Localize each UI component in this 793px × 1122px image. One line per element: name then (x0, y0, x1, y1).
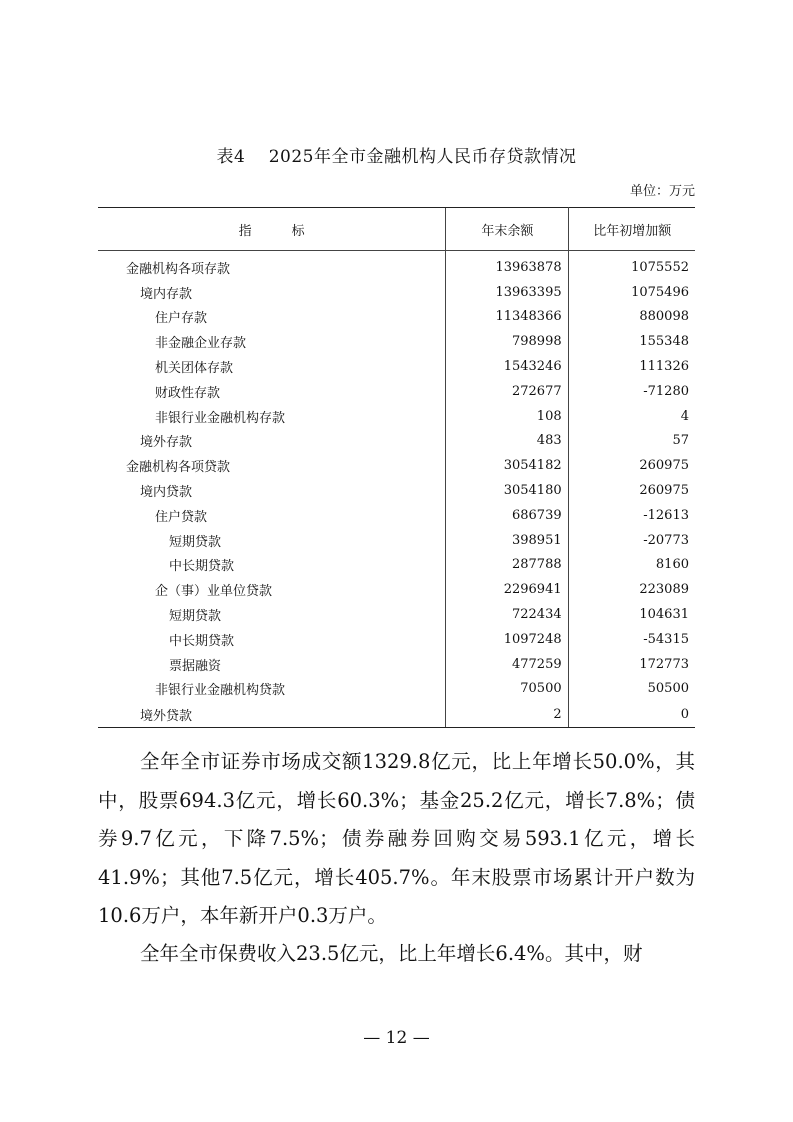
row-indicator-name: 非银行业金融机构贷款 (155, 683, 286, 699)
row-indicator-name: 境外贷款 (98, 701, 446, 728)
table-row (98, 701, 695, 728)
row-indicator-name: 企（事）业单位贷款 (155, 584, 273, 600)
table-row (98, 602, 695, 627)
row-indicator-name: 非金融企业存款 (155, 336, 247, 352)
row-year-end-balance: 398951 (446, 528, 568, 553)
insurance-paragraph: 全年全市保费收入23.5亿元，比上年增长6.4%。其中，财 (140, 942, 643, 965)
row-year-end-balance: 1543246 (446, 354, 568, 379)
row-indicator-name: 机关团体存款 (155, 361, 234, 377)
table-row (98, 503, 695, 528)
table-row (98, 305, 695, 330)
row-indicator-name: 中长期贷款 (169, 633, 235, 649)
row-increase-amount: 260975 (639, 458, 689, 474)
row-increase-amount: 223089 (639, 582, 689, 598)
table-row (98, 251, 695, 280)
row-indicator-name: 财政性存款 (155, 385, 221, 401)
row-year-end-balance: 483 (446, 429, 568, 454)
table-row (98, 677, 695, 702)
table-title: 表4 2025年全市金融机构人民币存贷款情况 (216, 147, 577, 167)
row-increase-amount: 4 (680, 408, 689, 424)
row-indicator-name: 短期贷款 (169, 534, 222, 550)
page-number: — 12 — (363, 1028, 430, 1048)
row-indicator-name: 金融机构各项存款 (126, 261, 231, 277)
row-increase-amount: -54315 (643, 631, 689, 647)
deposit-loan-table (98, 207, 695, 728)
row-year-end-balance: 287788 (446, 553, 568, 578)
row-year-end-balance: 722434 (446, 602, 568, 627)
row-year-end-balance: 477259 (446, 652, 568, 677)
row-indicator-name: 境内贷款 (140, 485, 193, 501)
row-year-end-balance: 13963878 (446, 251, 568, 280)
table-row (98, 404, 695, 429)
row-indicator-name: 住户存款 (155, 311, 208, 327)
row-increase-amount: -20773 (643, 532, 689, 548)
row-indicator-name: 短期贷款 (169, 609, 222, 625)
row-indicator-name: 中长期贷款 (169, 559, 235, 575)
row-indicator-name: 非银行业金融机构存款 (155, 410, 286, 426)
row-increase-amount: -12613 (643, 507, 689, 523)
table-row (98, 652, 695, 677)
table-row (98, 354, 695, 379)
row-increase-amount: 172773 (639, 656, 689, 672)
row-increase-amount: 50500 (647, 681, 689, 697)
row-year-end-balance: 1097248 (446, 627, 568, 652)
table-unit-label: 单位：万元 (629, 184, 695, 199)
table-row (98, 478, 695, 503)
table-row (98, 329, 695, 354)
table-row (98, 528, 695, 553)
header-indicator: 指 标 (98, 208, 446, 251)
row-increase-amount: 260975 (639, 483, 689, 499)
table-row (98, 627, 695, 652)
row-indicator-name: 境内存款 (140, 286, 193, 302)
row-increase-amount: 1075496 (631, 284, 689, 300)
row-indicator-name: 住户贷款 (155, 509, 208, 525)
securities-paragraph: 全年全市证券市场成交额1329.8亿元，比上年增长50.0%，其中，股票694.3亿元，增长60.3%；基金25.2亿元，增长7.8%；债券9.7亿元，下降7.5%；债券融券回购交易593.1亿元，增长41.9%；其他7.5亿元，增长405.7%。年末股票市场累计开户数为10.6万户，本年新开户0.3万户。 (98, 750, 695, 927)
row-indicator-name: 票据融资 (169, 658, 222, 674)
row-increase-amount: 880098 (639, 309, 689, 325)
table-row (98, 429, 695, 454)
row-year-end-balance: 70500 (446, 677, 568, 702)
table-row (98, 280, 695, 305)
header-year-end-balance: 年末余额 (446, 208, 568, 251)
row-increase-amount: 111326 (639, 359, 689, 375)
table-header-row (98, 208, 695, 251)
table-row (98, 577, 695, 602)
row-year-end-balance: 3054180 (446, 478, 568, 503)
row-year-end-balance: 11348366 (446, 305, 568, 330)
row-year-end-balance: 3054182 (446, 453, 568, 478)
row-indicator-name: 境外存款 (140, 435, 193, 451)
row-year-end-balance: 272677 (446, 379, 568, 404)
row-increase-amount: 0 (568, 701, 695, 728)
table-row (98, 379, 695, 404)
table-row (98, 453, 695, 478)
row-year-end-balance: 2296941 (446, 577, 568, 602)
row-increase-amount: 104631 (639, 607, 689, 623)
row-year-end-balance: 108 (446, 404, 568, 429)
row-increase-amount: 155348 (639, 334, 689, 350)
row-year-end-balance: 13963395 (446, 280, 568, 305)
row-year-end-balance: 686739 (446, 503, 568, 528)
row-increase-amount: -71280 (643, 383, 689, 399)
row-indicator-name: 金融机构各项贷款 (126, 460, 231, 476)
row-increase-amount: 57 (672, 433, 689, 449)
header-increase-since-year-start: 比年初增加额 (568, 208, 695, 251)
row-increase-amount: 8160 (655, 557, 689, 573)
row-increase-amount: 1075552 (631, 259, 689, 275)
table-row (98, 553, 695, 578)
row-year-end-balance: 798998 (446, 329, 568, 354)
row-year-end-balance: 2 (446, 701, 568, 728)
